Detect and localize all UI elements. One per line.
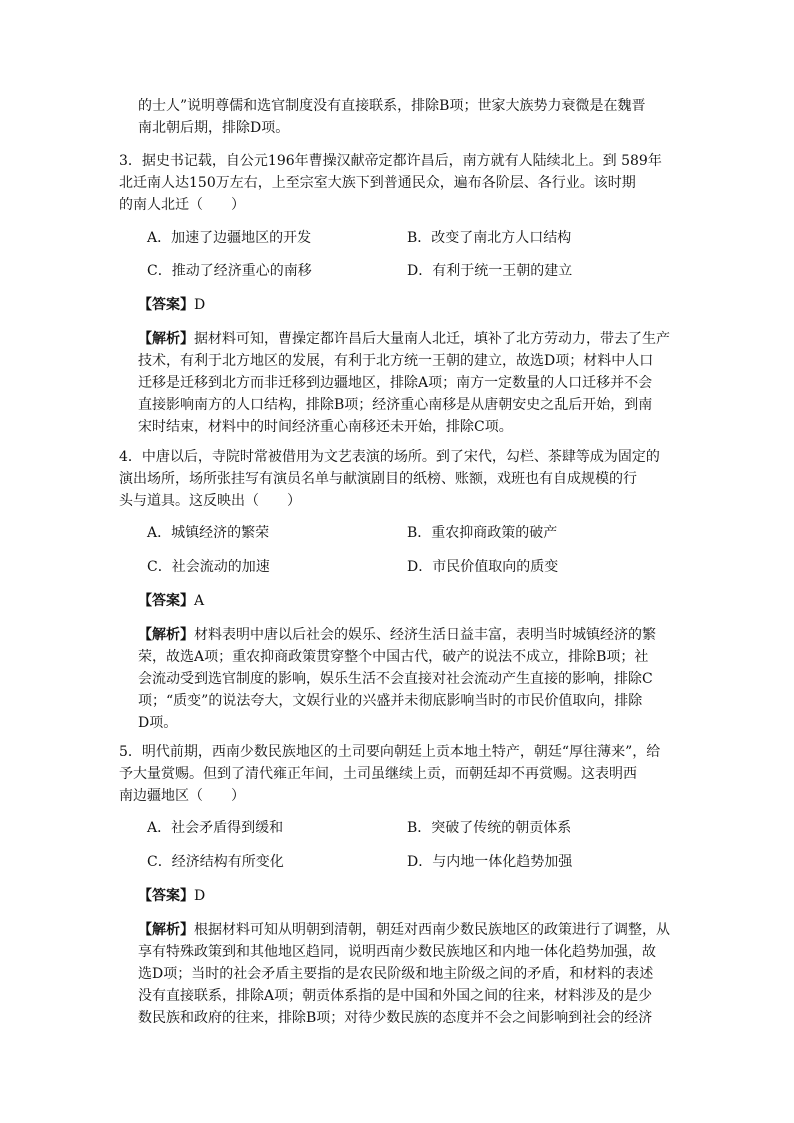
analysis-line: D项。 xyxy=(138,715,178,731)
analysis-tag: 【解析】 xyxy=(138,627,194,643)
stem-line-1: 5．明代前期，西南少数民族地区的土司要向朝廷上贡本地土特产，朝廷“厚往薄来”，给 xyxy=(119,744,661,760)
text-line: 的士人”说明尊儒和选官制度没有直接联系，排除B项；世家大族势力衰微是在魏晋 xyxy=(138,98,646,114)
analysis-line: 迁移是迁移到北方而非迁移到边疆地区，排除A项；南方一定数量的人口迁移并不会 xyxy=(138,375,653,391)
option-c[interactable]: C．社会流动的加速 xyxy=(147,559,270,575)
stem-line: 予大量赏赐。但到了清代雍正年间，土司虽继续上贡，而朝廷却不再赏赐。这表明西 xyxy=(119,766,637,782)
stem-line: 演出场所，场所张挂写有演员名单与献演剧目的纸榜、账额，戏班也有自成规模的行 xyxy=(119,471,637,487)
stem-line: 北迁南人达150万左右，上至宗室大族下到普通民众，遍布各阶层、各行业。该时期 xyxy=(119,175,636,191)
analysis-line: 会流动受到选官制度的影响，娱乐生活不会直接对社会流动产生直接的影响，排除C xyxy=(138,671,653,687)
stem-line: 头与道具。这反映出（ ） xyxy=(119,493,301,509)
option-d[interactable]: D．有利于统一王朝的建立 xyxy=(407,263,573,279)
analysis-tag: 【解析】 xyxy=(138,331,194,347)
stem-line-1: 4．中唐以后，寺院时常被借用为文艺表演的场所。到了宋代，勾栏、茶肆等成为固定的 xyxy=(119,449,660,465)
answer-line xyxy=(138,885,205,907)
analysis-line: 技术，有利于北方地区的发展，有利于北方统一王朝的建立，故选D项；材料中人口 xyxy=(138,353,654,369)
answer-value: A xyxy=(194,593,205,609)
analysis-line: 没有直接联系，排除A项；朝贡体系指的是中国和外国之间的往来，材料涉及的是少 xyxy=(138,988,653,1004)
question-number: 4． xyxy=(119,449,142,465)
option-b[interactable]: B．改变了南北方人口结构 xyxy=(407,230,572,246)
option-a[interactable]: A．加速了边疆地区的开发 xyxy=(147,230,312,246)
answer-line xyxy=(138,294,205,316)
analysis-line-1: 【解析】根据材料可知从明朝到清朝，朝廷对西南少数民族地区的政策进行了调整，从 xyxy=(138,922,670,938)
stem-line-1: 3．据史书记载，自公元196年曹操汉献帝定都许昌后，南方就有人陆续北上。到 589年 xyxy=(119,153,662,169)
analysis-line: 选D项；当时的社会矛盾主要指的是农民阶级和地主阶级之间的矛盾，和材料的表述 xyxy=(138,966,654,982)
analysis-line: 宋时结束，材料中的时间经济重心南移还未开始，排除C项。 xyxy=(138,419,513,435)
option-a[interactable]: A．社会矛盾得到缓和 xyxy=(147,820,284,836)
option-a[interactable]: A．城镇经济的繁荣 xyxy=(147,525,270,541)
answer-tag: 【答案】 xyxy=(138,888,194,904)
question-number: 3． xyxy=(119,153,142,169)
option-d[interactable]: D．与内地一体化趋势加强 xyxy=(407,854,573,870)
analysis-line: 直接影响南方的人口结构，排除B项；经济重心南移是从唐朝安史之乱后开始，到南 xyxy=(138,397,653,413)
option-c[interactable]: C．经济结构有所变化 xyxy=(147,854,284,870)
analysis-tag: 【解析】 xyxy=(138,922,194,938)
text-line: 南北朝后期，排除D项。 xyxy=(138,120,290,136)
analysis-line: 享有特殊政策到和其他地区趋同，说明西南少数民族地区和内地一体化趋势加强，故 xyxy=(138,944,656,960)
answer-tag: 【答案】 xyxy=(138,593,194,609)
question-number: 5． xyxy=(119,744,142,760)
option-d[interactable]: D．市民价值取向的质变 xyxy=(407,559,559,575)
analysis-line: 项；“质变”的说法夸大，文娱行业的兴盛并未彻底影响当时的市民价值取向，排除 xyxy=(138,693,643,709)
stem-line: 南边疆地区（ ） xyxy=(119,788,245,804)
answer-value: D xyxy=(194,888,206,904)
analysis-line: 荣，故选A项；重农抑商政策贯穿整个中国古代，破产的说法不成立，排除B项；社 xyxy=(138,649,649,665)
option-b[interactable]: B．突破了传统的朝贡体系 xyxy=(407,820,572,836)
option-c[interactable]: C．推动了经济重心的南移 xyxy=(147,263,312,279)
analysis-line-1: 【解析】材料表明中唐以后社会的娱乐、经济生活日益丰富，表明当时城镇经济的繁 xyxy=(138,627,656,643)
analysis-line: 数民族和政府的往来，排除B项；对待少数民族的态度并不会之间影响到社会的经济 xyxy=(138,1010,653,1026)
answer-tag: 【答案】 xyxy=(138,297,194,313)
answer-line xyxy=(138,590,204,612)
answer-value: D xyxy=(194,297,206,313)
analysis-line-1: 【解析】据材料可知，曹操定都许昌后大量南人北迁，填补了北方劳动力，带去了生产 xyxy=(138,331,670,347)
stem-line: 的南人北迁（ ） xyxy=(119,197,245,213)
option-b[interactable]: B．重农抑商政策的破产 xyxy=(407,525,558,541)
